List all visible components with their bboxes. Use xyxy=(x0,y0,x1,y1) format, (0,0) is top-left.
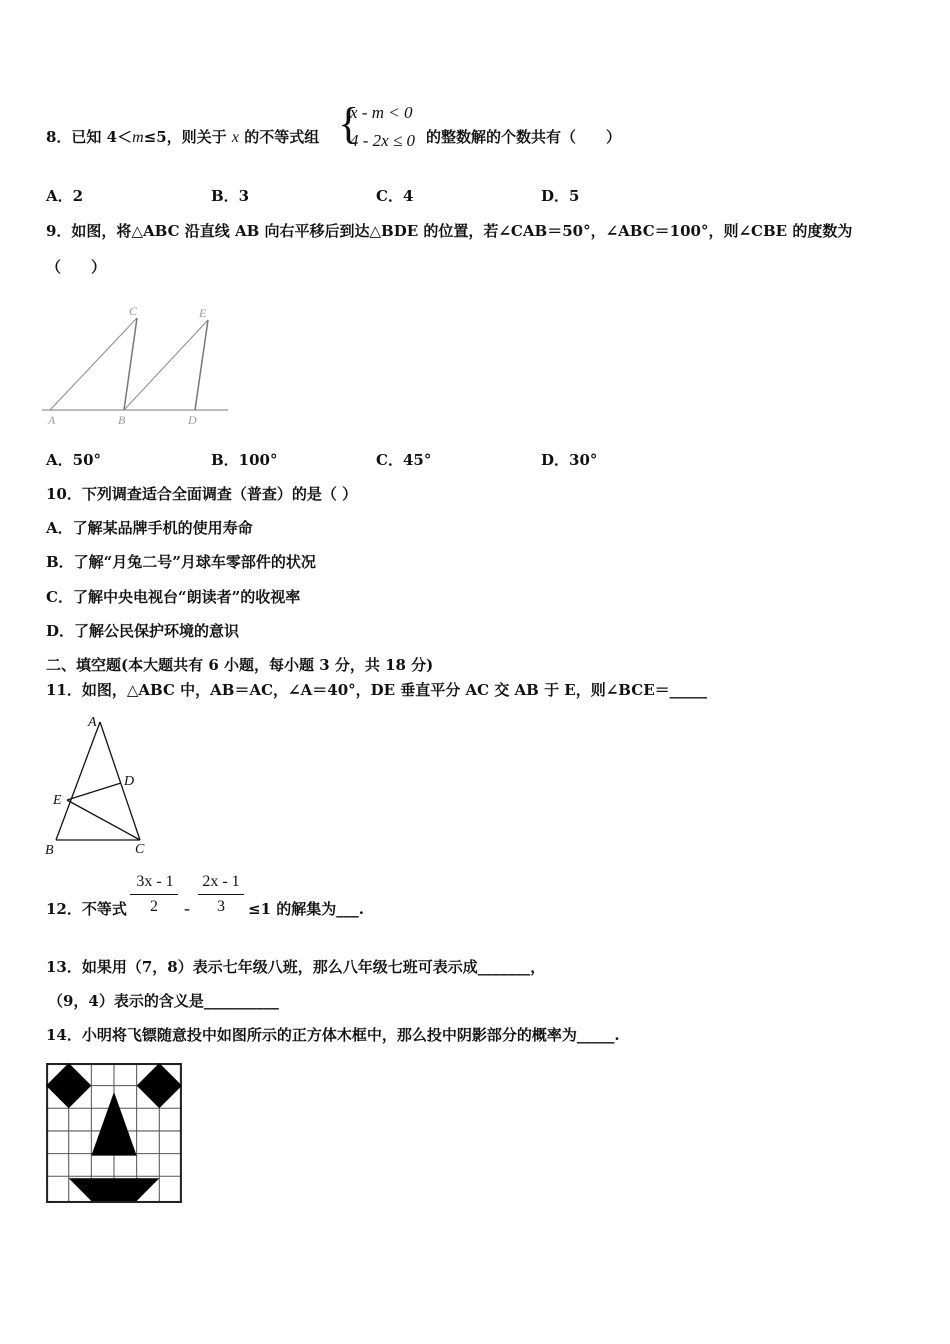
q8-tail: 的整数解的个数共有（ ） xyxy=(426,128,622,146)
q11-label-e: E xyxy=(53,793,62,808)
q11-label-d: D xyxy=(124,774,135,789)
q9-label-a: A xyxy=(48,413,56,427)
q8-system-brace: { xyxy=(338,99,360,148)
q8-m-var: m xyxy=(132,129,144,146)
q11-stem: 11．如图，△ABC 中，AB＝AC，∠A＝40°，DE 垂直平分 AC 交 AB 于 E，则∠BCE＝_____ xyxy=(46,681,708,699)
q10-option-b: B．了解“月兔二号”月球车零部件的状况 xyxy=(46,553,316,571)
q8-option-d: D．5 xyxy=(541,187,580,205)
q9-seg-ed xyxy=(195,320,208,410)
q9-label-e: E xyxy=(199,306,207,320)
q14-stem: 14．小明将飞镖随意投中如图所示的正方体木框中，那么投中阴影部分的概率为_____. xyxy=(46,1026,620,1044)
q12-denominator-2: 3 xyxy=(217,898,225,915)
q12-prefix: 12．不等式 xyxy=(46,900,127,918)
q10-option-d: D．了解公民保护环境的意识 xyxy=(46,622,240,640)
q9-label-b: B xyxy=(118,413,126,427)
q10-option-a: A．了解某品牌手机的使用寿命 xyxy=(46,519,253,537)
q9-seg-ac xyxy=(50,318,137,410)
q12-suffix: ≤1 的解集为___. xyxy=(248,900,364,918)
q11-figure xyxy=(40,710,160,860)
q13-line1: 13．如果用（7，8）表示七年级八班，那么八年级七班可表示成_______， xyxy=(46,958,546,976)
q8-option-a: A．2 xyxy=(46,187,84,205)
q9-seg-cb xyxy=(124,318,137,410)
q12-fraction-bar-2 xyxy=(198,894,244,895)
q8-prefix: 8．已知 4＜ xyxy=(46,128,133,146)
q14-center-triangle xyxy=(91,1092,136,1156)
q14-dartboard-figure xyxy=(46,1063,182,1203)
q8-option-c: C．4 xyxy=(376,187,414,205)
q12-minus: - xyxy=(184,898,190,918)
q8-system-line2: 4 - 2x ≤ 0 xyxy=(350,131,416,150)
q9-option-c: C．45° xyxy=(376,451,432,469)
q8-stem xyxy=(46,127,319,148)
q12-numerator-2: 2x - 1 xyxy=(202,873,240,890)
q11-seg-ed xyxy=(67,783,121,800)
q9-seg-be xyxy=(124,320,208,410)
q9-option-b: B．100° xyxy=(211,451,278,469)
q9-option-d: D．30° xyxy=(541,451,598,469)
q13-line2: （9，4）表示的含义是__________ xyxy=(48,992,279,1010)
q9-label-c: C xyxy=(129,304,138,318)
q11-seg-ab xyxy=(56,722,100,840)
q10-stem: 10．下列调查适合全面调查（普查）的是（ ） xyxy=(46,485,358,503)
q9-label-d: D xyxy=(188,413,197,427)
q11-label-c: C xyxy=(135,842,145,857)
q8-system-line1: x - m < 0 xyxy=(350,103,413,122)
q9-option-a: A．50° xyxy=(46,451,102,469)
q9-paren: （ ） xyxy=(46,258,107,276)
q8-x-var: x xyxy=(231,129,240,146)
q8-suffix: 的不等式组 xyxy=(244,128,320,146)
q9-figure xyxy=(40,302,240,432)
q14-right-diamond xyxy=(137,1063,182,1108)
q8-mid: ≤5，则关于 xyxy=(143,128,227,146)
q12-denominator-1: 2 xyxy=(150,898,158,915)
q8-option-b: B．3 xyxy=(211,187,250,205)
q12-numerator-1: 3x - 1 xyxy=(136,873,174,890)
section2-title: 二、填空题(本大题共有 6 小题，每小题 3 分，共 18 分) xyxy=(46,656,434,674)
q12-fraction-bar-1 xyxy=(130,894,178,895)
q9-stem: 9．如图，将△ABC 沿直线 AB 向右平移后到达△BDE 的位置，若∠CAB＝50°，∠ABC＝100°，则∠CBE 的度数为 xyxy=(46,222,853,240)
q11-label-b: B xyxy=(45,843,54,858)
q14-left-diamond xyxy=(46,1063,91,1108)
q11-label-a: A xyxy=(88,715,97,730)
q14-mouth-trapezoid xyxy=(69,1178,160,1201)
q10-option-c: C．了解中央电视台“朗读者”的收视率 xyxy=(46,588,301,606)
